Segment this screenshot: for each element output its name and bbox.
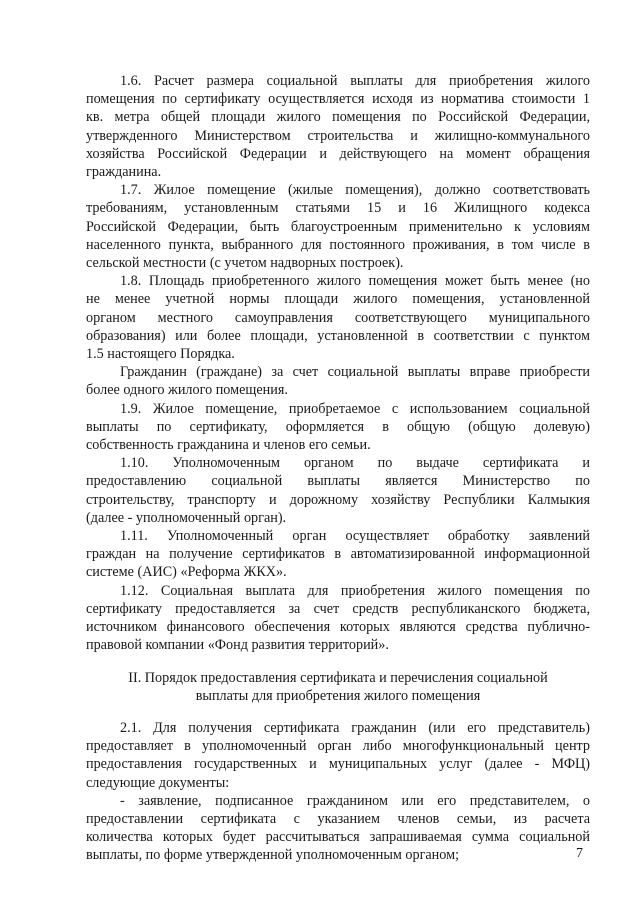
paragraph-line: граждан на получение сертификатов в автоматизированной информационной: [86, 546, 590, 563]
paragraph-1-11: [86, 527, 590, 582]
page-number: 7: [576, 846, 583, 861]
paragraph-1-6: [86, 72, 590, 181]
paragraph-line: Российской Федерации, быть благоустроенным применительно к условиям: [86, 218, 590, 235]
paragraph-line: 2.1. Для получения сертификата гражданин (или его представитель): [120, 719, 590, 736]
paragraph-line: 1.6. Расчет размера социальной выплаты для приобретения жилого: [120, 73, 590, 89]
paragraph-line: источником финансового обеспечения которых являются средства публично-: [86, 619, 590, 636]
paragraph-line: предоставлению социальной выплаты является Министерство по: [86, 473, 590, 490]
paragraph-line: (далее - уполномоченный орган).: [86, 509, 287, 526]
paragraph-line: 1.10. Уполномоченным органом по выдаче сертификата и: [120, 455, 590, 472]
paragraph-line: 1.5 настоящего Порядка.: [86, 346, 235, 363]
paragraph-line: строительству, транспорту и дорожному хозяйству Республики Калмыкия: [86, 491, 590, 508]
paragraph-line: помещения по сертификату осуществляется исходя из норматива стоимости 1: [86, 91, 590, 108]
paragraph-line: кв. метра общей площади жилого помещения по Российской Федерации,: [86, 109, 590, 126]
paragraph-line: предоставлении сертификата с указанием членов семьи, из расчета: [86, 810, 590, 827]
paragraph-line: количества которых будет рассчитываться запрашиваемая сумма социальной: [86, 829, 590, 846]
paragraph-line: системе (АИС) «Реформа ЖКХ».: [86, 564, 287, 581]
paragraphs-before-heading: [86, 72, 590, 655]
paragraph-line: 1.12. Социальная выплата для приобретения жилого помещения по: [120, 582, 590, 599]
paragraph-line: Гражданин (граждане) за счет социальной выплаты вправе приобрести: [120, 364, 590, 381]
paragraph-1-8: [86, 272, 590, 363]
heading-line: выплаты для приобретения жилого помещения: [195, 687, 481, 704]
document-page: [86, 72, 590, 865]
heading-line: II. Порядок предоставления сертификата и перечисления социальной: [128, 669, 548, 686]
paragraph-line: не менее учетной нормы площади жилого помещения, установленной: [86, 291, 590, 308]
paragraph-1-9: [86, 400, 590, 455]
paragraph-line: требованиям, установленным статьями 15 и 16 Жилищного кодекса: [86, 200, 590, 217]
paragraph-line: правовой компании «Фонд развития территорий».: [86, 637, 389, 654]
paragraph-line: предоставления государственных и муниципальных услуг (далее - МФЦ): [86, 756, 590, 773]
paragraph-line: органом местного самоуправления соответствующего муниципального: [86, 309, 590, 326]
paragraph-line: 1.7. Жилое помещение (жилые помещения), должно соответствовать: [120, 182, 590, 199]
paragraph-line: гражданина.: [86, 164, 162, 181]
paragraph-line: 1.11. Уполномоченный орган осуществляет обработку заявлений: [120, 528, 590, 545]
paragraph-line: предоставляет в уполномоченный орган либо многофункциональный центр: [86, 738, 590, 755]
paragraph-line: 1.8. Площадь приобретенного жилого помещения может быть менее (но: [120, 273, 590, 290]
paragraph-line: более одного жилого помещения.: [86, 382, 288, 399]
paragraph-1-7: [86, 181, 590, 272]
paragraph-line: 1.9. Жилое помещение, приобретаемое с использованием социальной: [120, 400, 590, 417]
paragraph-line: хозяйства Российской Федерации и действующего на момент обращения: [86, 145, 590, 162]
paragraph-line: образования) или более площади, установленной в соответствии с пунктом: [86, 327, 590, 344]
paragraphs-after-heading: [86, 719, 590, 865]
paragraph-1-10: [86, 454, 590, 527]
paragraph-line: - заявление, подписанное гражданином или его представителем, о: [120, 792, 590, 809]
paragraph-2-1: [86, 719, 590, 792]
paragraph-line: сертификату предоставляется за счет средств республиканского бюджета,: [86, 600, 590, 617]
paragraph-line: сельской местности (с учетом надворных построек).: [86, 255, 404, 272]
paragraph-line: выплаты по сертификату, оформляется в общую (общую долевую): [86, 418, 590, 435]
section-heading: [86, 669, 590, 705]
paragraph-citizen: [86, 363, 590, 399]
paragraph-line: утвержденного Министерством строительства и жилищно-коммунального: [86, 127, 590, 144]
paragraph-line: выплаты, по форме утвержденной уполномоченным органом;: [86, 847, 460, 864]
paragraph-1-12: [86, 582, 590, 655]
paragraph-line: собственность гражданина и членов его семьи.: [86, 437, 371, 454]
paragraph-2-1-a: [86, 792, 590, 865]
paragraph-line: населенного пункта, выбранного для постоянного проживания, в том числе в: [86, 236, 590, 253]
paragraph-line: следующие документы:: [86, 774, 230, 791]
